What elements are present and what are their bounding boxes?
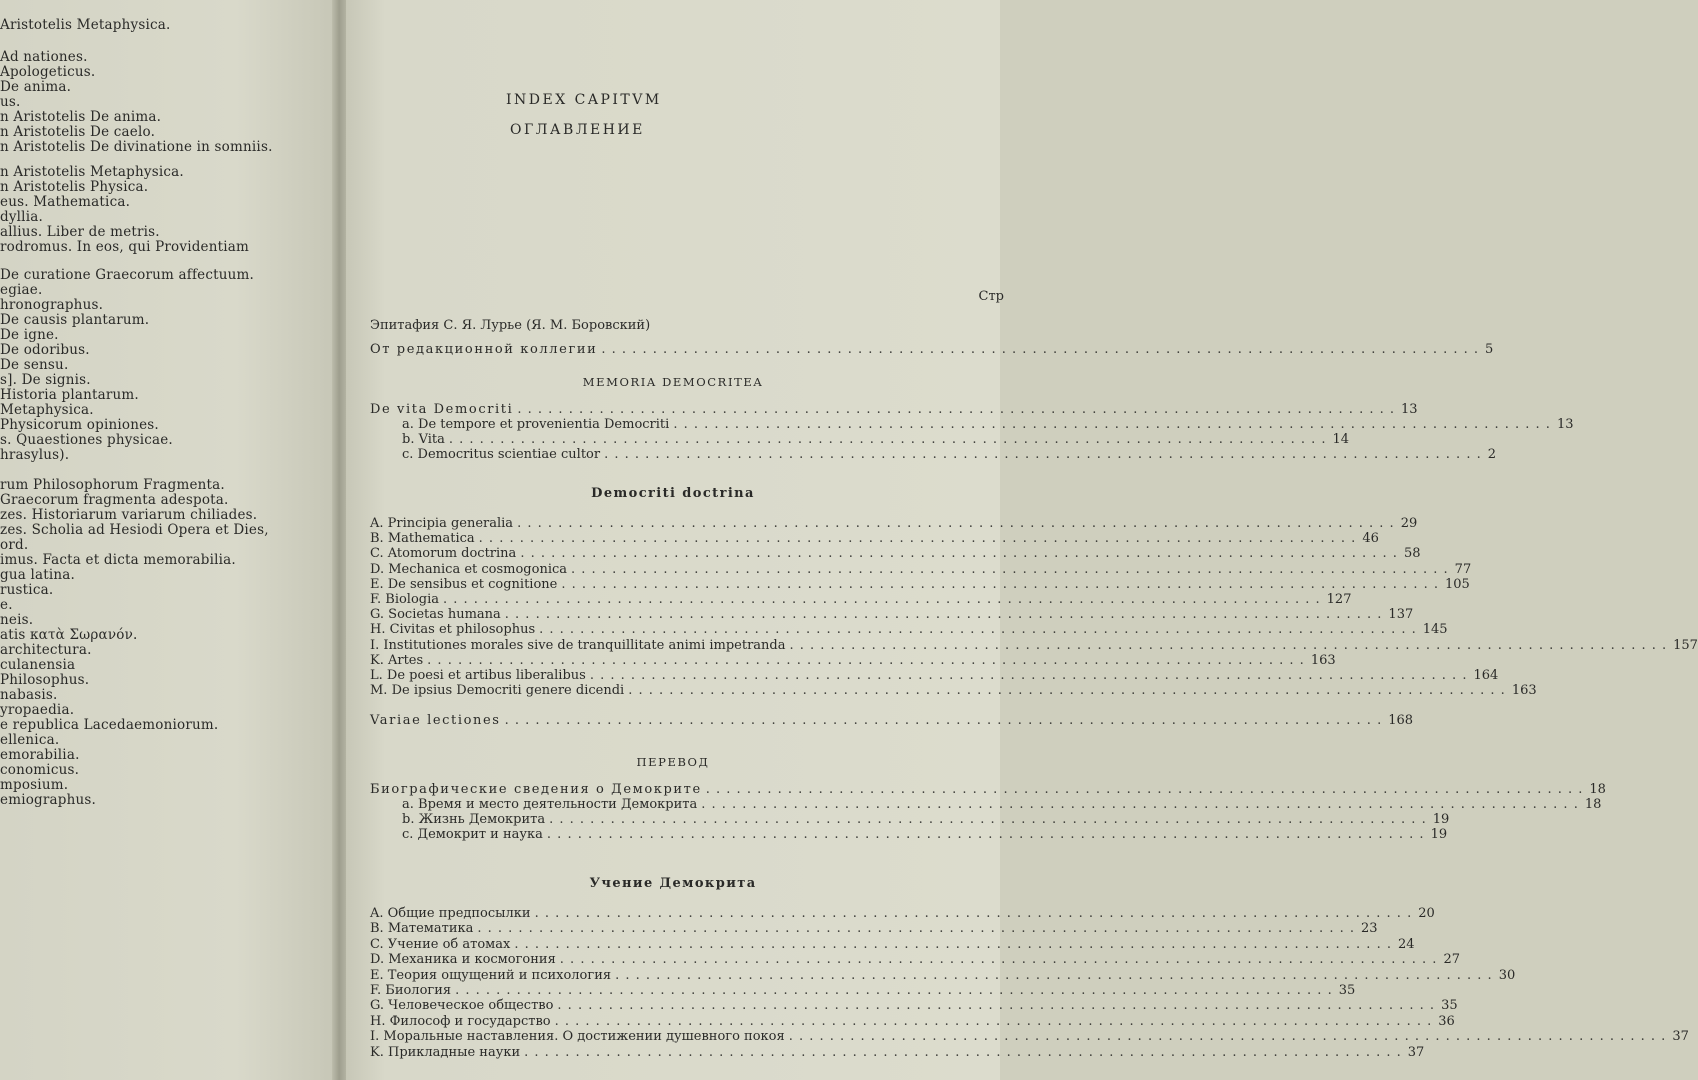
toc-entry xyxy=(370,921,1378,937)
toc-entry-title: От редакционной коллегии xyxy=(370,342,598,357)
toc-page-number: 19 xyxy=(1430,827,1448,842)
toc-entry xyxy=(370,713,1414,728)
bibliography-line: emorabilia. xyxy=(0,747,80,763)
toc-page-number: 46 xyxy=(1362,531,1379,547)
title-latin: INDEX CAPITVM xyxy=(506,92,662,108)
toc-page-number: 18 xyxy=(1589,782,1606,797)
toc-page-number: 37 xyxy=(1407,1044,1425,1060)
bibliography-line: allius. Liber de metris. xyxy=(0,224,160,240)
toc-page-number: 37 xyxy=(1672,1029,1689,1045)
toc-page-number: 157 xyxy=(1673,637,1698,653)
toc-entry-title: G. Societas humana xyxy=(370,607,501,623)
toc-entry xyxy=(370,652,1336,668)
toc-entry xyxy=(370,1044,1425,1060)
toc-page-number: 5 xyxy=(1485,342,1494,357)
bibliography-line: e republica Lacedaemoniorum. xyxy=(0,717,219,733)
toc-page-number: 137 xyxy=(1388,607,1414,623)
toc-entry-title: Эпитафия С. Я. Лурье (Я. М. Боровский) xyxy=(370,318,651,333)
toc-entry-title: K. Artes xyxy=(370,652,424,668)
toc-entry xyxy=(370,318,1000,333)
section-heading: ПЕРЕВОД xyxy=(636,755,710,769)
toc-page-number: 164 xyxy=(1473,668,1499,683)
toc-entry xyxy=(370,936,1415,952)
dot-leader xyxy=(477,921,1355,936)
right-page xyxy=(346,0,1698,1080)
bibliography-line: s]. De signis. xyxy=(0,372,91,388)
toc-entry-title: L. De poesi et artibus liberalibus xyxy=(370,668,586,683)
bibliography-line: n Aristotelis Metaphysica. xyxy=(0,164,184,180)
toc-entry-title: I. Моральные наставления. О достижении душевного покоя xyxy=(370,1029,785,1045)
bibliography-line: n Aristotelis De divinatione in somniis. xyxy=(0,139,273,155)
toc-subentry xyxy=(402,797,1602,812)
bibliography-line: gua latina. xyxy=(0,567,76,583)
bibliography-line: n Aristotelis De anima. xyxy=(0,109,162,125)
toc-entry xyxy=(370,342,1494,357)
bibliography-line: De igne. xyxy=(0,327,59,343)
toc-page-number: 168 xyxy=(1388,713,1414,728)
toc-page-number: 145 xyxy=(1422,622,1448,638)
bibliography-line: conomicus. xyxy=(0,762,80,778)
toc-entry xyxy=(370,531,1379,547)
toc-page-number: 27 xyxy=(1443,952,1460,968)
bibliography-line: eus. Mathematica. xyxy=(0,194,131,210)
toc-entry xyxy=(370,668,1499,683)
toc-page-number: 36 xyxy=(1438,1013,1455,1029)
dot-leader xyxy=(604,447,1482,462)
toc-page-number: 29 xyxy=(1400,516,1418,531)
bibliography-line: emiographus. xyxy=(0,792,97,808)
toc-page-number: 163 xyxy=(1310,652,1336,668)
toc-subentry xyxy=(402,417,1574,432)
bibliography-line: e. xyxy=(0,597,13,613)
bibliography-line: hrasylus). xyxy=(0,447,70,463)
toc-entry xyxy=(370,402,1418,417)
dot-leader xyxy=(455,983,1333,998)
toc-entry xyxy=(370,516,1418,531)
toc-entry-title: Variae lectiones xyxy=(370,713,501,728)
toc-entry-title: c. Демокрит и наука xyxy=(402,827,543,842)
toc-page-number: 14 xyxy=(1332,432,1350,447)
toc-subentry xyxy=(402,812,1450,827)
toc-entry-title: G. Человеческое общество xyxy=(370,998,554,1014)
dot-leader xyxy=(561,577,1439,592)
bibliography-line: yropaedia. xyxy=(0,702,75,718)
bibliography-line: neis. xyxy=(0,612,34,628)
toc-entry-title: A. Общие предпосылки xyxy=(370,906,531,921)
bibliography-line: Physicorum opiniones. xyxy=(0,417,159,433)
dot-leader xyxy=(535,906,1413,921)
toc-entry xyxy=(370,561,1472,577)
dot-leader xyxy=(520,546,1398,561)
bibliography-line: n Aristotelis Physica. xyxy=(0,179,149,195)
toc-entry-title: B. Mathematica xyxy=(370,531,475,547)
bibliography-line: zes. Scholia ad Hesiodi Opera et Dies, xyxy=(0,522,269,538)
toc-page-number: 105 xyxy=(1445,576,1470,592)
dot-leader xyxy=(571,562,1449,577)
toc-page-number: 13 xyxy=(1401,402,1418,417)
toc-page-number: 35 xyxy=(1338,983,1356,998)
toc-entry xyxy=(370,637,1698,653)
toc-entry-title: F. Biologia xyxy=(370,592,440,607)
toc-page-number: 23 xyxy=(1361,921,1378,937)
toc-page-number: 19 xyxy=(1432,812,1450,827)
toc-entry-title: H. Философ и государство xyxy=(370,1013,551,1029)
section-heading: Democriti doctrina xyxy=(591,486,755,501)
bibliography-line: dyllia. xyxy=(0,209,43,225)
bibliography-line: us. xyxy=(0,94,21,110)
dot-leader xyxy=(514,937,1392,952)
toc-entry-title: C. Учение об атомах xyxy=(370,936,511,952)
title-russian: ОГЛАВЛЕНИЕ xyxy=(510,122,645,138)
bibliography-line: De curatione Graecorum affectuum. xyxy=(0,267,255,283)
toc-entry xyxy=(370,1013,1455,1029)
toc-entry-title: D. Механика и космогония xyxy=(370,952,556,968)
bibliography-line: n Aristotelis De caelo. xyxy=(0,124,156,140)
bibliography-line: rum Philosophorum Fragmenta. xyxy=(0,477,225,493)
dot-leader xyxy=(443,592,1321,607)
toc-entry xyxy=(370,906,1435,921)
toc-entry-title: E. Теория ощущений и психология xyxy=(370,967,612,983)
bibliography-line: ord. xyxy=(0,537,29,553)
bibliography-line: Metaphysica. xyxy=(0,402,94,418)
bibliography-line: De causis plantarum. xyxy=(0,312,150,328)
dot-leader xyxy=(449,432,1327,447)
dot-leader xyxy=(557,998,1435,1013)
dot-leader xyxy=(517,402,1395,417)
bibliography-line: nabasis. xyxy=(0,687,58,703)
dot-leader xyxy=(789,1029,1667,1044)
toc-entry xyxy=(370,967,1516,983)
bibliography-line: s. Quaestiones physicae. xyxy=(0,432,173,448)
bibliography-line: architectura. xyxy=(0,642,92,658)
dot-leader xyxy=(701,797,1579,812)
bibliography-line: zes. Historiarum variarum chiliades. xyxy=(0,507,258,523)
toc-entry xyxy=(370,1029,1689,1045)
dot-leader xyxy=(590,668,1468,683)
toc-entry xyxy=(370,607,1414,623)
toc-page-number: 77 xyxy=(1454,561,1472,577)
dot-leader xyxy=(615,968,1493,983)
toc-page-number: 127 xyxy=(1326,592,1352,607)
dot-leader xyxy=(555,1014,1433,1029)
bibliography-line: atis κατὰ Σωρανόν. xyxy=(0,627,138,643)
dot-leader xyxy=(505,607,1383,622)
bibliography-line: imus. Facta et dicta memorabilia. xyxy=(0,552,236,568)
toc-entry-title: b. Vita xyxy=(402,432,445,447)
bibliography-line: rodromus. In eos, qui Providentiam xyxy=(0,239,250,255)
toc-entry xyxy=(370,622,1448,638)
page-column-label: Стр xyxy=(978,289,1004,304)
toc-entry-title: C. Atomorum doctrina xyxy=(370,546,517,562)
toc-entry-title: b. Жизнь Демокрита xyxy=(402,812,546,827)
bibliography-line: mposium. xyxy=(0,777,69,793)
toc-entry xyxy=(370,576,1470,592)
bibliography-line: culanensia xyxy=(0,657,76,673)
toc-entry-title: I. Institutiones morales sive de tranquillitate animi impetranda xyxy=(370,637,786,653)
section-heading: MEMORIA DEMOCRITEA xyxy=(582,375,764,389)
toc-page-number: 163 xyxy=(1511,683,1537,699)
toc-subentry xyxy=(402,827,1448,842)
bibliography-line: hronographus. xyxy=(0,297,104,313)
dot-leader xyxy=(790,638,1668,653)
toc-page-number: 24 xyxy=(1397,936,1415,952)
dot-leader xyxy=(706,782,1584,797)
toc-page-number: 13 xyxy=(1556,417,1574,432)
dot-leader xyxy=(560,952,1438,967)
toc-subentry xyxy=(402,447,1497,462)
toc-entry-title: a. De tempore et provenientia Democriti xyxy=(402,417,670,432)
toc-entry xyxy=(370,952,1460,968)
toc-entry xyxy=(370,592,1352,607)
bibliography-line: ellenica. xyxy=(0,732,60,748)
section-heading: Учение Демокрита xyxy=(589,876,757,891)
toc-entry xyxy=(370,683,1537,699)
toc-entry-title: a. Время и место деятельности Демокрита xyxy=(402,797,698,812)
toc-page-number: 2 xyxy=(1487,447,1497,462)
dot-leader xyxy=(628,683,1506,698)
toc-page-number: 20 xyxy=(1418,906,1435,921)
bibliography-line: Ad nationes. xyxy=(0,49,88,65)
dot-leader xyxy=(517,516,1395,531)
bibliography-line: egiae. xyxy=(0,282,43,298)
bibliography-line: Historia plantarum. xyxy=(0,387,139,403)
bibliography-line: De odoribus. xyxy=(0,342,90,358)
toc-entry-title: E. De sensibus et cognitione xyxy=(370,576,558,592)
bibliography-line: rustica. xyxy=(0,582,54,598)
bibliography-line: Aristotelis Metaphysica. xyxy=(0,17,171,33)
toc-entry-title: D. Mechanica et cosmogonica xyxy=(370,561,568,577)
toc-entry xyxy=(370,998,1458,1014)
dot-leader xyxy=(549,812,1427,827)
toc-entry xyxy=(370,983,1356,998)
toc-entry-title: F. Биология xyxy=(370,983,452,998)
toc-entry xyxy=(370,782,1606,797)
bibliography-line: De anima. xyxy=(0,79,72,95)
dot-leader xyxy=(427,653,1305,668)
toc-page-number: 58 xyxy=(1403,546,1421,562)
toc-entry-title: A. Principia generalia xyxy=(370,516,514,531)
bibliography-line: De sensu. xyxy=(0,357,69,373)
toc-entry-title: K. Прикладные науки xyxy=(370,1044,521,1060)
left-page xyxy=(0,0,338,1080)
toc-entry xyxy=(370,546,1421,562)
toc-entry-title: Биографические сведения о Демокрите xyxy=(370,782,702,797)
toc-entry-title: De vita Democriti xyxy=(370,402,514,417)
bibliography-line: Philosophus. xyxy=(0,672,90,688)
toc-page-number: 18 xyxy=(1584,797,1602,812)
dot-leader xyxy=(479,531,1357,546)
toc-entry-title: B. Математика xyxy=(370,921,474,937)
toc-subentry xyxy=(402,432,1350,447)
dot-leader xyxy=(601,342,1479,357)
toc-entry-title: H. Civitas et philosophus xyxy=(370,622,536,638)
dot-leader xyxy=(547,827,1425,842)
dot-leader xyxy=(524,1045,1402,1060)
toc-entry-title: c. Democritus scientiae cultor xyxy=(402,447,601,462)
dot-leader xyxy=(505,713,1383,728)
bibliography-line: Graecorum fragmenta adespota. xyxy=(0,492,229,508)
toc-page-number: 30 xyxy=(1498,967,1516,983)
toc-page-number: 35 xyxy=(1441,998,1458,1014)
toc-entry-title: M. De ipsius Democriti genere dicendi xyxy=(370,683,625,699)
bibliography-line: Apologeticus. xyxy=(0,64,96,80)
dot-leader xyxy=(673,417,1551,432)
dot-leader xyxy=(539,622,1417,637)
